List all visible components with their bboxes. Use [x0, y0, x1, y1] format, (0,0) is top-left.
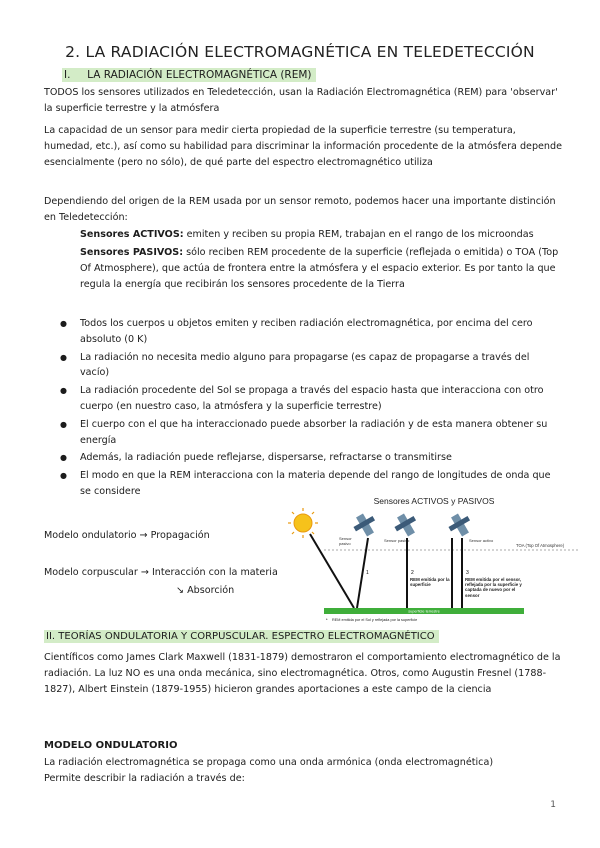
section-2-title: TEORÍAS ONDULATORIA Y CORPUSCULAR. ESPECTRO ELECTROMAGNÉTICO — [58, 631, 435, 642]
figure-label-2: REM emitida por la superficie — [410, 577, 450, 588]
list-item: ● Todos los cuerpos u objetos emiten y reciben radiación electromagnética, por encima del cero absoluto (0 K) — [60, 316, 560, 348]
list-item: ● El cuerpo con el que ha interaccionado puede absorber la radiación y de esta manera obtener su energía — [60, 417, 560, 449]
figure-label-3: REM emitida por el sensor, reflejada por la superficie y captada de nuevo por el sensor — [465, 577, 522, 598]
figure-title: Sensores ACTIVOS y PASIVOS — [373, 496, 495, 506]
section-2-number: II. — [46, 631, 56, 642]
sun-icon — [288, 508, 318, 538]
sensors-figure — [284, 494, 584, 624]
section-1-highlight — [62, 68, 316, 82]
satellite-2-icon — [394, 513, 416, 536]
passive-sensors-text: sólo reciben REM procedente de la superficie (reflejada o emitida) o TOA (Top Of Atmosphere), que actúa de frontera entre la atmósfera y el espacio exterior. Es por tanto la que regula la energía que recibirán los sensores procedente de la Tierra — [80, 247, 559, 290]
bullet-list — [60, 316, 560, 502]
figure-num-3: 3 — [466, 570, 469, 576]
wave-model: Modelo ondulatorio → Propagación — [44, 530, 210, 541]
wave-model-heading: MODELO ONDULATORIO — [44, 740, 178, 751]
toa-label: TOA (Top Of Atmosphere) — [516, 543, 565, 548]
list-item: ● La radiación procedente del Sol se propaga a través del espacio hasta que interacciona con otro cuerpo (en nuestro caso, la atmósfera y la superficie terrestre) — [60, 383, 560, 415]
section-1-number: I. — [64, 69, 71, 81]
paragraph-4: Científicos como James Clark Maxwell (1831-1879) demostraron el comportamiento electromagnético de la radiación. La luz NO es una onda mecánica, sino electromagnética. Otros, como Augustin Fresnel (1788-1827), Albert Einstein (1879-1955) hicieron grandes aportaciones a este campo de la ciencia — [44, 652, 561, 695]
figure-footnote: REM emitida por el Sol y reflejada por la superficie — [332, 618, 418, 622]
active-sensors — [80, 227, 570, 243]
section-2-highlight — [44, 630, 439, 643]
passive-sensors-label: Sensores PASIVOS: — [80, 247, 184, 258]
svg-text:Sensor activo: Sensor activo — [469, 538, 494, 543]
paragraph-5: La radiación electromagnética se propaga como una onda armónica (onda electromagnética) — [44, 757, 494, 768]
satellite-1-icon — [353, 513, 375, 536]
section-1-title: LA RADIACIÓN ELECTROMAGNÉTICA (REM) — [87, 69, 312, 81]
paragraph-6: Permite describir la radiación a través de: — [44, 773, 245, 784]
section-2-heading — [44, 631, 439, 642]
satellite-3-icon — [448, 513, 470, 536]
corpuscular-model: Modelo corpuscular → Interacción con la materia — [44, 567, 278, 578]
page-title: 2. LA RADIACIÓN ELECTROMAGNÉTICA EN TELEDETECCIÓN — [65, 43, 535, 61]
list-item: ● El modo en que la REM interacciona con la materia depende del rango de longitudes de onda que se considere — [60, 468, 560, 500]
figure-num-1: 1 — [366, 570, 369, 576]
section-1-heading — [62, 69, 316, 81]
ground-label: superficie terrestre — [408, 609, 440, 614]
svg-text:pasivo: pasivo — [339, 541, 351, 546]
list-item: ● La radiación no necesita medio alguno para propagarse (es capaz de propagarse a través del vacío) — [60, 350, 560, 382]
figure-num-2: 2 — [411, 570, 414, 576]
active-sensors-label: Sensores ACTIVOS: — [80, 229, 184, 240]
paragraph-1: TODOS los sensores utilizados en Teledetección, usan la Radiación Electromagnética (REM) para 'observar' la superficie terrestre y la atmósfera — [44, 87, 558, 114]
list-item: ● Además, la radiación puede reflejarse, dispersarse, refractarse o transmitirse — [60, 450, 560, 466]
svg-text:Sensor pasivo: Sensor pasivo — [384, 538, 410, 543]
svg-text:Sensor: Sensor — [339, 536, 352, 541]
paragraph-2: La capacidad de un sensor para medir cierta propiedad de la superficie terrestre (su temperatura, humedad, etc.), así como su habilidad para discriminar la información procedente de la atmósfera depende esencialmente (pero no sólo), de qué parte del espectro electromagnético utiliza — [44, 125, 563, 168]
active-sensors-text: emiten y reciben su propia REM, trabajan en el rango de los microondas — [183, 229, 534, 240]
absorption-label: ↘ Absorción — [176, 585, 235, 596]
svg-text:*: * — [326, 618, 328, 622]
paragraph-3: Dependiendo del origen de la REM usada por un sensor remoto, podemos hacer una importante distinción en Teledetección: — [44, 196, 556, 223]
page-number: 1 — [550, 800, 556, 810]
passive-sensors — [80, 245, 570, 292]
